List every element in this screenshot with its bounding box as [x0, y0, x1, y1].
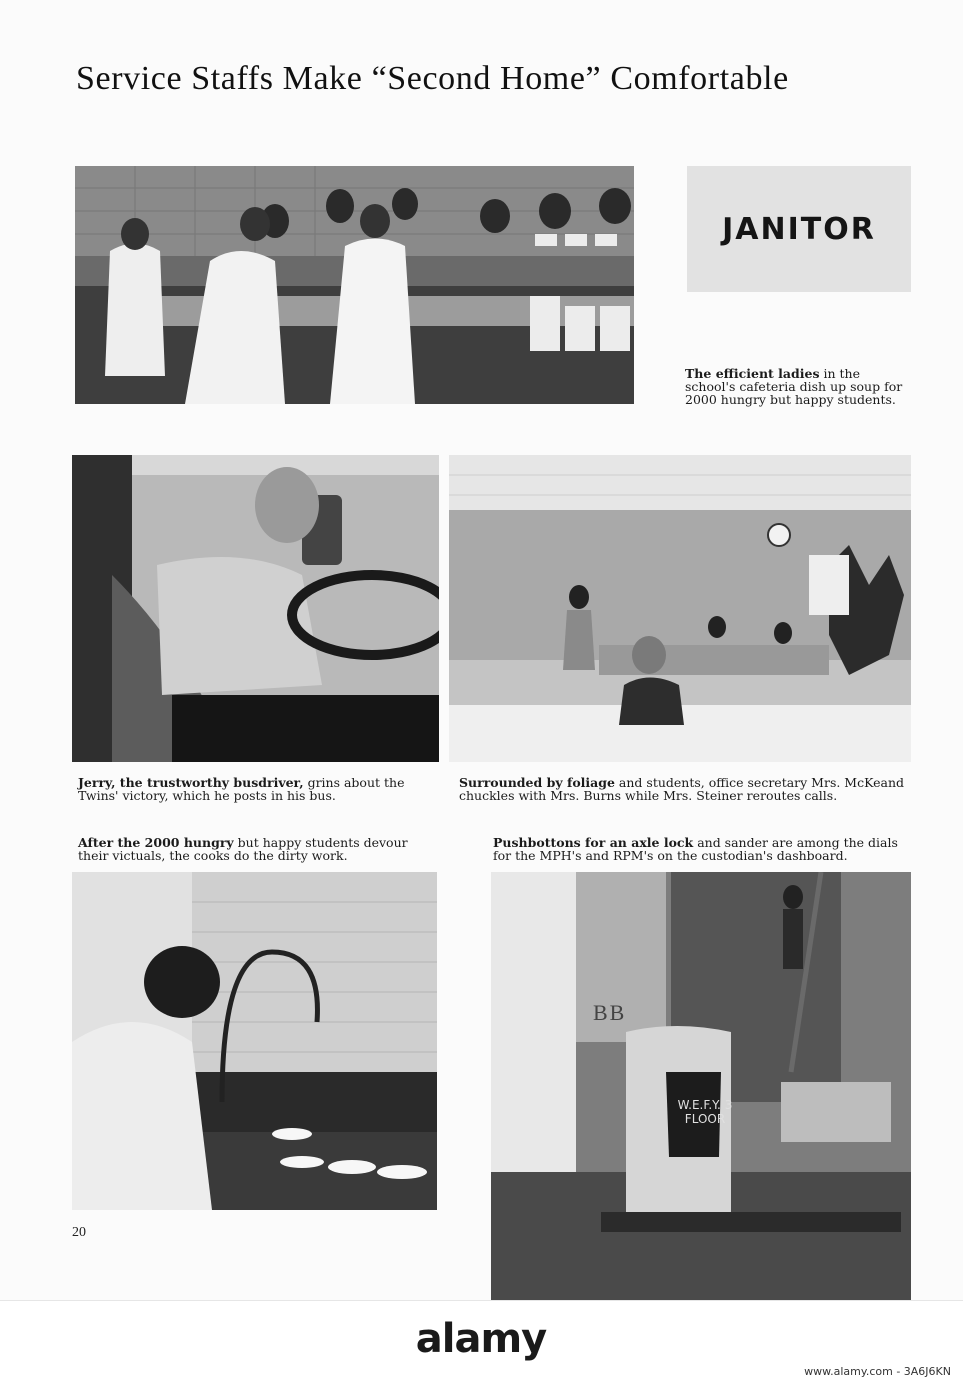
stock-id: www.alamy.com - 3A6J6KN: [804, 1365, 951, 1378]
caption-dishes-lead: After the 2000 hungry: [78, 835, 234, 850]
dishwashing-photo: [72, 872, 437, 1210]
caption-office-lead: Surrounded by foliage: [459, 775, 615, 790]
caption-dishes: [78, 836, 434, 862]
scoop-label: W.E.F.Y. 3 FLOOR: [677, 1098, 733, 1126]
caption-busdriver-lead: Jerry, the trustworthy busdriver,: [78, 775, 304, 790]
custodian-photo: [491, 872, 911, 1300]
caption-busdriver: [78, 776, 434, 802]
caption-cafeteria-lead: The efficient ladies: [685, 366, 820, 381]
caption-dishes-body: but happy students devour their victuals, the cooks do the dirty work.: [78, 835, 408, 863]
caption-custodian: [493, 836, 913, 862]
office-photo: [449, 455, 911, 762]
alamy-logo: alamy: [415, 1316, 547, 1362]
page-title: Service Staffs Make “Second Home” Comfortable: [76, 60, 789, 97]
cafeteria-photo: [75, 166, 634, 404]
janitor-sign-text: JANITOR: [722, 211, 876, 247]
caption-office: [459, 776, 911, 802]
caption-custodian-lead: Pushbottons for an axle lock: [493, 835, 694, 850]
busdriver-photo: [72, 455, 439, 762]
caption-busdriver-body: grins about the Twins' victory, which he posts in his bus.: [78, 775, 405, 803]
janitor-sign: [687, 166, 911, 292]
caption-office-body: and students, office secretary Mrs. McKeand chuckles with Mrs. Burns while Mrs. Steiner reroutes calls.: [459, 775, 905, 803]
caption-custodian-body: and sander are among the dials for the MPH's and RPM's on the custodian's dashboard.: [493, 835, 898, 863]
caption-cafeteria: [685, 367, 913, 406]
stock-footer: [0, 1300, 963, 1391]
bb-letters: BB: [593, 1000, 627, 1025]
page-number: 20: [72, 1225, 86, 1240]
caption-cafeteria-body: in the school's cafeteria dish up soup for 2000 hungry but happy students.: [685, 366, 903, 407]
